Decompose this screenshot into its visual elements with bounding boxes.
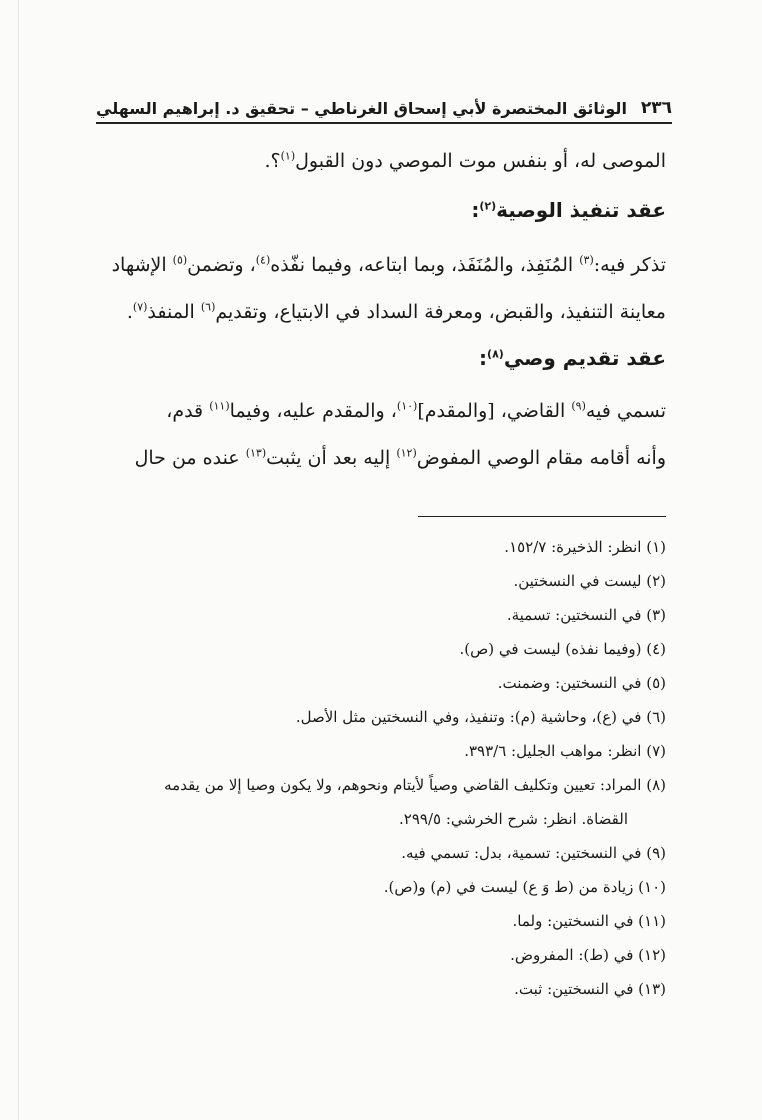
footnote-13: (١٣) في النسختين: ثبت.	[514, 980, 666, 998]
footnote-10: (١٠) زيادة من (ط وَ ع) ليست في (م) و(ص).	[383, 878, 666, 896]
text-run: ، والمقدم عليه، وفيما	[229, 400, 397, 422]
text-run: .	[126, 301, 133, 323]
footnote-6: (٦) في (ع)، وحاشية (م): وتنفيذ، وفي النسختين مثل الأصل.	[295, 708, 666, 726]
heading-appointing-guardian	[90, 346, 666, 370]
footnote-1: (١) انظر: الذخيرة: ١٥٢/٧.	[504, 538, 666, 556]
footnote-ref-5[interactable]: (٥)	[172, 253, 188, 267]
paragraph-appointing	[90, 388, 666, 482]
footnote-2: (٢) ليست في النسختين.	[513, 572, 666, 590]
footnote-9: (٩) في النسختين: تسمية، بدل: تسمي فيه.	[401, 844, 666, 862]
footnotes	[90, 530, 666, 1006]
footnote-ref-7[interactable]: (٧)	[132, 300, 148, 314]
intro-line	[90, 138, 666, 185]
footnote-8-continuation: القضاة. انظر: شرح الخرشي: ٢٩٩/٥.	[399, 810, 628, 828]
footnote-ref-1[interactable]: (١)	[280, 149, 296, 163]
footnote-ref-8[interactable]: (٨)	[487, 347, 504, 361]
paragraph-line	[90, 242, 666, 289]
text-run: المنفذ	[147, 301, 201, 323]
footnote-ref-12[interactable]: (١٢)	[396, 446, 417, 460]
intro-end: ؟.	[264, 150, 281, 172]
text-run: عنده من حال	[134, 447, 246, 469]
running-header	[96, 92, 672, 124]
paragraph-line	[90, 435, 666, 482]
intro-text: الموصى له، أو بنفس موت الموصي دون القبول	[295, 150, 666, 172]
text-run: الإشهاد	[111, 254, 173, 276]
footnote-ref-6[interactable]: (٦)	[200, 300, 216, 314]
heading-execution-of-will	[90, 198, 666, 222]
footnote-ref-2[interactable]: (٢)	[479, 199, 497, 213]
text-run: إليه بعد أن يثبت	[266, 447, 397, 469]
footnote-ref-10[interactable]: (١٠)	[396, 399, 418, 413]
paragraph-line	[90, 289, 666, 336]
text-run: وأنه أقامه مقام الوصي المفوض	[416, 447, 666, 469]
paragraph-line	[90, 388, 666, 435]
footnote-ref-4[interactable]: (٤)	[255, 253, 271, 267]
heading-text: عقد تقديم وصي	[503, 346, 666, 370]
text-run: القاضي، [والمقدم]	[417, 400, 572, 422]
footnote-8: (٨) المراد: تعيين وتكليف القاضي وصياً لأيتام ونحوهم، ولا يكون وصيا إلا من يقدمه	[164, 776, 666, 794]
heading-colon: :	[479, 346, 488, 370]
footnote-3: (٣) في النسختين: تسمية.	[506, 606, 666, 624]
paragraph-execution	[90, 242, 666, 336]
footnote-ref-9[interactable]: (٩)	[571, 399, 586, 413]
footnote-ref-3[interactable]: (٣)	[579, 253, 594, 267]
text-run: معاينة التنفيذ، والقبض، ومعرفة السداد في الابتياع، وتقديم	[215, 301, 666, 323]
footnote-separator	[418, 516, 666, 517]
footnote-12: (١٢) في (ط): المفروض.	[510, 946, 666, 964]
text-run: ، وتضمن	[187, 254, 256, 276]
footnote-7: (٧) انظر: مواهب الجليل: ٣٩٣/٦.	[464, 742, 666, 760]
text-run: المُنَفِذ، والمُنَفَذ، وبما ابتاعه، وفيما نفّذه	[270, 254, 580, 276]
footnote-4: (٤) (وفيما نفذه) ليست في (ص).	[459, 640, 666, 658]
text-run: تذكر فيه:	[593, 254, 666, 276]
text-run: قدم،	[166, 400, 210, 422]
intro-paragraph	[90, 138, 666, 185]
footnote-ref-13[interactable]: (١٣)	[245, 446, 267, 460]
heading-colon: :	[471, 198, 480, 222]
running-title: الوثائق المختصرة لأبي إسحاق الغرناطي – تحقيق د. إبراهيم السهلي	[96, 99, 627, 118]
text-run: تسمي فيه	[585, 400, 666, 422]
page-number: ٢٣٦	[640, 98, 672, 118]
footnote-11: (١١) في النسختين: ولما.	[512, 912, 666, 930]
footnote-ref-11[interactable]: (١١)	[209, 399, 230, 413]
heading-text: عقد تنفيذ الوصية	[496, 198, 666, 222]
footnote-5: (٥) في النسختين: وضمنت.	[497, 674, 666, 692]
